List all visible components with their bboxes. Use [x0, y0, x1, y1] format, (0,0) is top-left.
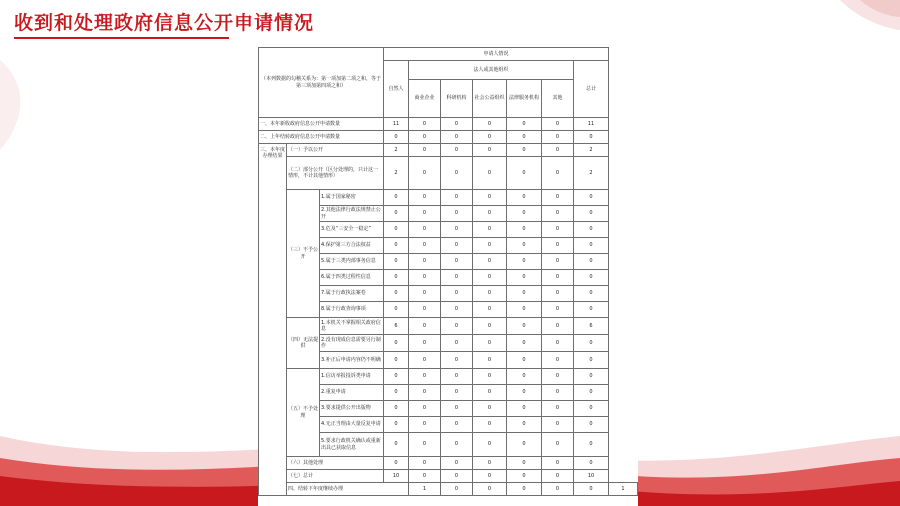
cell-commercial: 0: [409, 318, 441, 335]
cell-natural-person: 1: [409, 483, 441, 496]
cell-research: 0: [441, 401, 473, 417]
cell-legal-service: 0: [507, 352, 542, 369]
cell-research: 0: [441, 457, 473, 470]
cell-other: 0: [542, 131, 574, 144]
cell-other: 0: [542, 157, 574, 190]
cell-social-welfare: 0: [473, 190, 507, 206]
cell-total: 0: [574, 222, 609, 238]
cell-commercial: 0: [409, 335, 441, 352]
cell-natural-person: 6: [384, 318, 409, 335]
cell-legal-service: 0: [507, 157, 542, 190]
cell-research: 0: [441, 270, 473, 286]
cell-other: 0: [542, 385, 574, 401]
cell-research: 0: [441, 470, 473, 483]
cell-social-welfare: 0: [473, 118, 507, 131]
cell-legal-service: 0: [507, 457, 542, 470]
cell-commercial: 0: [409, 369, 441, 385]
row-label: 1.本机关不掌握相关政府信息: [320, 318, 384, 335]
cell-total: 6: [574, 318, 609, 335]
header-legal-person-group: 法人或其他组织: [409, 61, 574, 80]
cell-research: 0: [441, 254, 473, 270]
cell-other: 0: [542, 369, 574, 385]
cell-commercial: 0: [409, 433, 441, 457]
cell-research: 0: [473, 483, 507, 496]
row-label: 6.属于四类过程性信息: [320, 270, 384, 286]
cell-social-welfare: 0: [473, 318, 507, 335]
cell-other: 0: [542, 302, 574, 318]
row-label: 二、上年结转政府信息公开申请数量: [259, 131, 384, 144]
cell-research: 0: [441, 433, 473, 457]
table-row: [259, 190, 638, 206]
cell-commercial: 0: [409, 157, 441, 190]
cell-natural-person: 0: [384, 270, 409, 286]
row-label: 4.无正当理由大量反复申请: [320, 417, 384, 433]
cell-natural-person: 2: [384, 157, 409, 190]
cell-total: 0: [574, 302, 609, 318]
cell-research: 0: [441, 369, 473, 385]
cell-total: 1: [609, 483, 638, 496]
cell-commercial: 0: [409, 118, 441, 131]
cell-legal-service: 0: [507, 238, 542, 254]
cell-other: 0: [574, 483, 609, 496]
row-label: （六）其他处理: [287, 457, 384, 470]
cell-social-welfare: 0: [473, 433, 507, 457]
cell-social-welfare: 0: [473, 222, 507, 238]
group-not-processed-label: （五）不予处理: [287, 369, 320, 457]
info-disclosure-table: [258, 47, 638, 496]
row-label: 5.要求行政机关确认或重新出具已获取信息: [320, 433, 384, 457]
row-label: 四、结转下年度继续办理: [287, 483, 409, 496]
cell-legal-service: 0: [507, 417, 542, 433]
cell-social-welfare: 0: [473, 417, 507, 433]
cell-other: 0: [542, 457, 574, 470]
cell-natural-person: 0: [384, 286, 409, 302]
table-row: [259, 369, 638, 385]
cell-total: 0: [574, 254, 609, 270]
cell-commercial: 0: [409, 385, 441, 401]
cell-social-welfare: 0: [507, 483, 542, 496]
cell-other: 0: [542, 238, 574, 254]
table-row: [259, 470, 638, 483]
table-row: [259, 318, 638, 335]
cell-total: 0: [574, 385, 609, 401]
cell-other: 0: [542, 352, 574, 369]
cell-commercial: 0: [409, 457, 441, 470]
title-underline: [14, 37, 229, 39]
group-unable-to-provide-label: （四）无法提供: [287, 318, 320, 369]
cell-research: 0: [441, 190, 473, 206]
cell-other: 0: [542, 206, 574, 222]
cell-total: 0: [574, 270, 609, 286]
cell-social-welfare: 0: [473, 206, 507, 222]
page-title: 收到和处理政府信息公开申请情况: [14, 12, 315, 34]
cell-other: 0: [542, 286, 574, 302]
cell-natural-person: 0: [384, 254, 409, 270]
cell-natural-person: 0: [384, 401, 409, 417]
cell-natural-person: 0: [384, 206, 409, 222]
row-label: 3.危及“三安全一稳定”: [320, 222, 384, 238]
cell-social-welfare: 0: [473, 238, 507, 254]
cell-total: 0: [574, 286, 609, 302]
cell-commercial: 0: [409, 302, 441, 318]
cell-commercial: 0: [409, 401, 441, 417]
side-decoration: [0, 60, 46, 150]
cell-natural-person: 0: [384, 302, 409, 318]
cell-commercial: 0: [409, 254, 441, 270]
cell-natural-person: 0: [384, 369, 409, 385]
cell-other: 0: [542, 470, 574, 483]
cell-natural-person: 0: [384, 131, 409, 144]
cell-total: 0: [574, 238, 609, 254]
row-label: 5.属于三类内部事务信息: [320, 254, 384, 270]
cell-natural-person: 0: [384, 352, 409, 369]
cell-social-welfare: 0: [473, 352, 507, 369]
cell-legal-service: 0: [507, 144, 542, 157]
cell-legal-service: 0: [507, 222, 542, 238]
cell-research: 0: [441, 157, 473, 190]
cell-other: 0: [542, 144, 574, 157]
cell-total: 0: [574, 206, 609, 222]
info-disclosure-table-container: [258, 47, 638, 506]
cell-natural-person: 0: [384, 417, 409, 433]
cell-social-welfare: 0: [473, 270, 507, 286]
cell-natural-person: 2: [384, 144, 409, 157]
table-row: [259, 483, 638, 496]
cell-legal-service: 0: [507, 206, 542, 222]
cell-other: 0: [542, 318, 574, 335]
cell-total: 0: [574, 335, 609, 352]
cell-social-welfare: 0: [473, 335, 507, 352]
cell-social-welfare: 0: [473, 157, 507, 190]
cell-social-welfare: 0: [473, 385, 507, 401]
cell-natural-person: 10: [384, 470, 409, 483]
cell-natural-person: 0: [384, 222, 409, 238]
cell-legal-service: 0: [507, 270, 542, 286]
header-total: 总计: [574, 61, 609, 118]
row-label: 7.属于行政执法案卷: [320, 286, 384, 302]
cell-total: 0: [574, 369, 609, 385]
row-label: 1.信访举报投诉类申请: [320, 369, 384, 385]
header-social-welfare: 社会公益组织: [473, 80, 507, 118]
cell-legal-service: 0: [507, 302, 542, 318]
cell-legal-service: 0: [507, 401, 542, 417]
header-legal-service: 法律服务机构: [507, 80, 542, 118]
row-label: 4.保护第三方合法权益: [320, 238, 384, 254]
cell-total: 10: [574, 470, 609, 483]
cell-total: 0: [574, 417, 609, 433]
cell-natural-person: 0: [384, 433, 409, 457]
table-row: [259, 144, 638, 157]
cell-research: 0: [441, 238, 473, 254]
cell-natural-person: 0: [384, 385, 409, 401]
header-other: 其他: [542, 80, 574, 118]
cell-research: 0: [441, 352, 473, 369]
cell-legal-service: 0: [507, 433, 542, 457]
cell-commercial: 0: [409, 238, 441, 254]
cell-social-welfare: 0: [473, 401, 507, 417]
cell-commercial: 0: [409, 470, 441, 483]
cell-other: 0: [542, 190, 574, 206]
table-row: [259, 157, 638, 190]
cell-social-welfare: 0: [473, 131, 507, 144]
cell-legal-service: 0: [507, 131, 542, 144]
cell-natural-person: 0: [384, 335, 409, 352]
cell-research: 0: [441, 335, 473, 352]
row-label: 2.其他法律行政法规禁止公开: [320, 206, 384, 222]
cell-total: 2: [574, 157, 609, 190]
cell-research: 0: [441, 385, 473, 401]
cell-total: 11: [574, 118, 609, 131]
cell-social-welfare: 0: [473, 302, 507, 318]
cell-other: 0: [542, 417, 574, 433]
row-label: 3.补正后申请内容仍不明确: [320, 352, 384, 369]
cell-research: 0: [441, 417, 473, 433]
cell-other: 0: [542, 401, 574, 417]
header-applicant-situation: 申请人情况: [384, 48, 609, 61]
cell-social-welfare: 0: [473, 470, 507, 483]
cell-commercial: 0: [409, 144, 441, 157]
cell-social-welfare: 0: [473, 286, 507, 302]
cell-research: 0: [441, 206, 473, 222]
cell-total: 0: [574, 190, 609, 206]
header-natural-person: 自然人: [384, 61, 409, 118]
cell-legal-service: 0: [507, 470, 542, 483]
section-3-label: 三、本年度办理结果: [259, 144, 287, 496]
cell-research: 0: [441, 118, 473, 131]
row-label: 一、本年新收政府信息公开申请数量: [259, 118, 384, 131]
cell-legal-service: 0: [507, 318, 542, 335]
cell-research: 0: [441, 318, 473, 335]
cell-natural-person: 0: [384, 457, 409, 470]
cell-legal-service: 0: [507, 254, 542, 270]
cell-other: 0: [542, 118, 574, 131]
cell-other: 0: [542, 222, 574, 238]
cell-commercial: 0: [409, 206, 441, 222]
table-row: [259, 457, 638, 470]
group-not-disclosed-label: （三）不予公开: [287, 190, 320, 318]
cell-legal-service: 0: [507, 369, 542, 385]
cell-legal-service: 0: [542, 483, 574, 496]
cell-research: 0: [441, 222, 473, 238]
cell-legal-service: 0: [507, 286, 542, 302]
cell-natural-person: 0: [384, 238, 409, 254]
header-commercial: 商业企业: [409, 80, 441, 118]
cell-legal-service: 0: [507, 190, 542, 206]
cell-legal-service: 0: [507, 118, 542, 131]
cell-social-welfare: 0: [473, 144, 507, 157]
cell-total: 0: [574, 352, 609, 369]
cell-total: 0: [574, 433, 609, 457]
cell-social-welfare: 0: [473, 254, 507, 270]
cell-commercial: 0: [409, 190, 441, 206]
cell-research: 0: [441, 144, 473, 157]
cell-social-welfare: 0: [473, 369, 507, 385]
row-label: （二）部分公开（区分处理的，只计这一情形，不计其他情形）: [287, 157, 384, 190]
row-label: 8.属于行政查询事项: [320, 302, 384, 318]
cell-other: 0: [542, 433, 574, 457]
cell-legal-service: 0: [507, 385, 542, 401]
cell-commercial: 0: [409, 270, 441, 286]
cell-natural-person: 0: [384, 190, 409, 206]
header-research: 科研机构: [441, 80, 473, 118]
row-label: （七）总计: [287, 470, 384, 483]
cell-total: 0: [574, 131, 609, 144]
cell-total: 2: [574, 144, 609, 157]
row-label: （一）予以公开: [287, 144, 384, 157]
row-label: 3.要求提供公开出版物: [320, 401, 384, 417]
cell-commercial: 0: [409, 352, 441, 369]
table-row: [259, 131, 638, 144]
cell-commercial: 0: [409, 222, 441, 238]
cell-other: 0: [542, 270, 574, 286]
cell-other: 0: [542, 254, 574, 270]
table-row: [259, 118, 638, 131]
cell-research: 0: [441, 131, 473, 144]
table-header-row: [259, 48, 638, 61]
row-label: 1.属于国家秘密: [320, 190, 384, 206]
cell-other: 0: [542, 335, 574, 352]
cell-research: 0: [441, 302, 473, 318]
cell-legal-service: 0: [507, 335, 542, 352]
cell-total: 0: [574, 457, 609, 470]
cell-commercial: 0: [409, 417, 441, 433]
cell-total: 0: [574, 401, 609, 417]
corner-decoration: [830, 0, 900, 46]
cell-commercial: 0: [409, 286, 441, 302]
cell-research: 0: [441, 286, 473, 302]
cell-social-welfare: 0: [473, 457, 507, 470]
row-label: 2.没有现成信息需要另行制作: [320, 335, 384, 352]
cell-commercial: 0: [409, 131, 441, 144]
cell-commercial: 0: [441, 483, 473, 496]
row-label: 2.重复申请: [320, 385, 384, 401]
cell-natural-person: 11: [384, 118, 409, 131]
header-note: （本列数据的勾稽关系为：第一项加第二项之和，等于第三项加第四项之和）: [259, 48, 384, 118]
